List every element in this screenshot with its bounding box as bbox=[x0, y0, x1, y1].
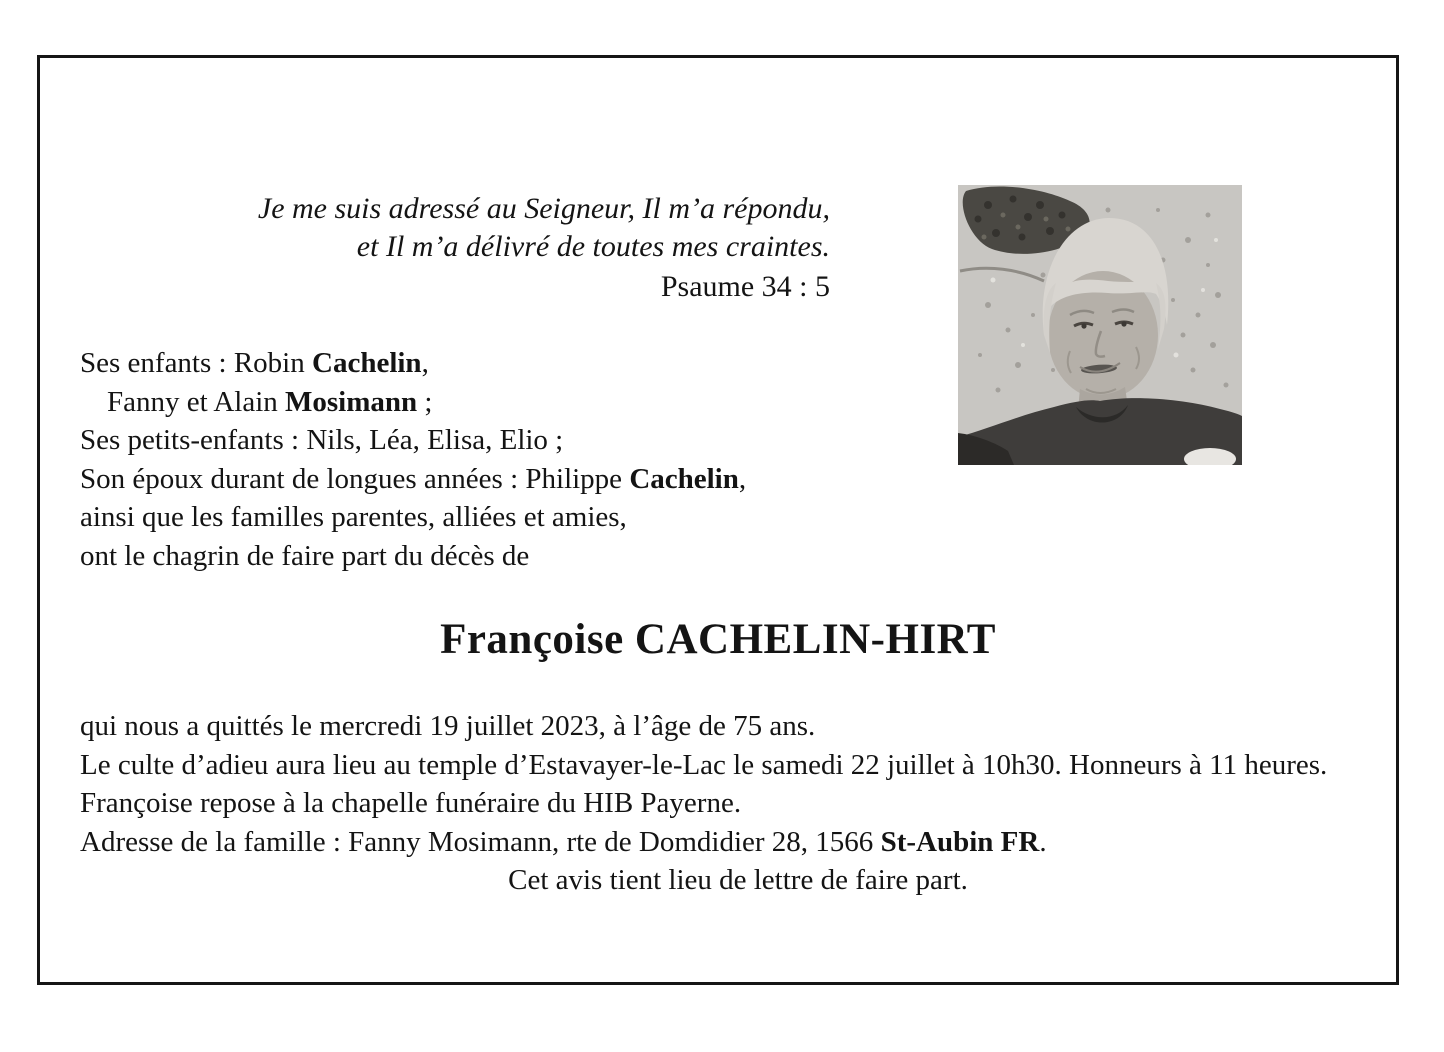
quote-line-2: et Il m’a délivré de toutes mes craintes. bbox=[356, 230, 830, 263]
notice-page-border bbox=[37, 55, 1399, 985]
details-line-address bbox=[80, 823, 1396, 862]
closing-line: Cet avis tient lieu de lettre de faire part. bbox=[508, 864, 968, 896]
family-line-4-text: Son époux durant de longues années : Philippe bbox=[80, 462, 630, 495]
details-address-city: St-Aubin FR bbox=[880, 825, 1040, 858]
details-address-punct: . bbox=[1039, 825, 1047, 858]
family-line-relatives: ainsi que les familles parentes, alliées et amies, bbox=[80, 501, 627, 533]
family-line-1-text: Ses enfants : Robin bbox=[80, 347, 312, 379]
family-name-cachelin-2: Cachelin bbox=[629, 462, 739, 495]
deceased-name-heading: Françoise CACHELIN-HIRT bbox=[440, 616, 996, 663]
family-name-cachelin: Cachelin bbox=[312, 347, 422, 379]
details-line-death-date: qui nous a quittés le mercredi 19 juillet 2023, à l’âge de 75 ans. bbox=[80, 710, 816, 742]
family-line-4-punct: , bbox=[738, 462, 747, 495]
family-line-2-punct: ; bbox=[417, 385, 433, 418]
family-line-grandchildren: Ses petits-enfants : Nils, Léa, Elisa, Elio ; bbox=[80, 424, 564, 456]
details-line-service: Le culte d’adieu aura lieu au temple d’Estavayer-le-Lac le samedi 22 juillet à 10h30. Honneurs à 11 heures. bbox=[80, 748, 1328, 781]
portrait-photo-image bbox=[958, 185, 1242, 465]
family-line-2-text: Fanny et Alain bbox=[107, 385, 286, 418]
quote-line-1: Je me suis adressé au Seigneur, Il m’a répondu, bbox=[257, 192, 830, 225]
family-line-children bbox=[80, 344, 940, 383]
ceremony-details-block bbox=[80, 707, 1396, 900]
details-line-chapel: Françoise repose à la chapelle funéraire du HIB Payerne. bbox=[80, 787, 742, 819]
family-intro-block bbox=[80, 344, 940, 575]
portrait-photo bbox=[958, 185, 1242, 465]
family-name-mosimann: Mosimann bbox=[285, 385, 418, 418]
family-line-1-punct: , bbox=[421, 347, 429, 379]
quote-attribution: Psaume 34 : 5 bbox=[660, 270, 830, 303]
family-line-spouse bbox=[80, 460, 940, 499]
family-line-announcement: ont le chagrin de faire part du décès de bbox=[80, 539, 530, 572]
bible-quote-block bbox=[210, 190, 830, 306]
details-address-text: Adresse de la famille : Fanny Mosimann, rte de Domdidier 28, 1566 bbox=[80, 825, 881, 858]
family-line-children-2 bbox=[80, 383, 940, 422]
